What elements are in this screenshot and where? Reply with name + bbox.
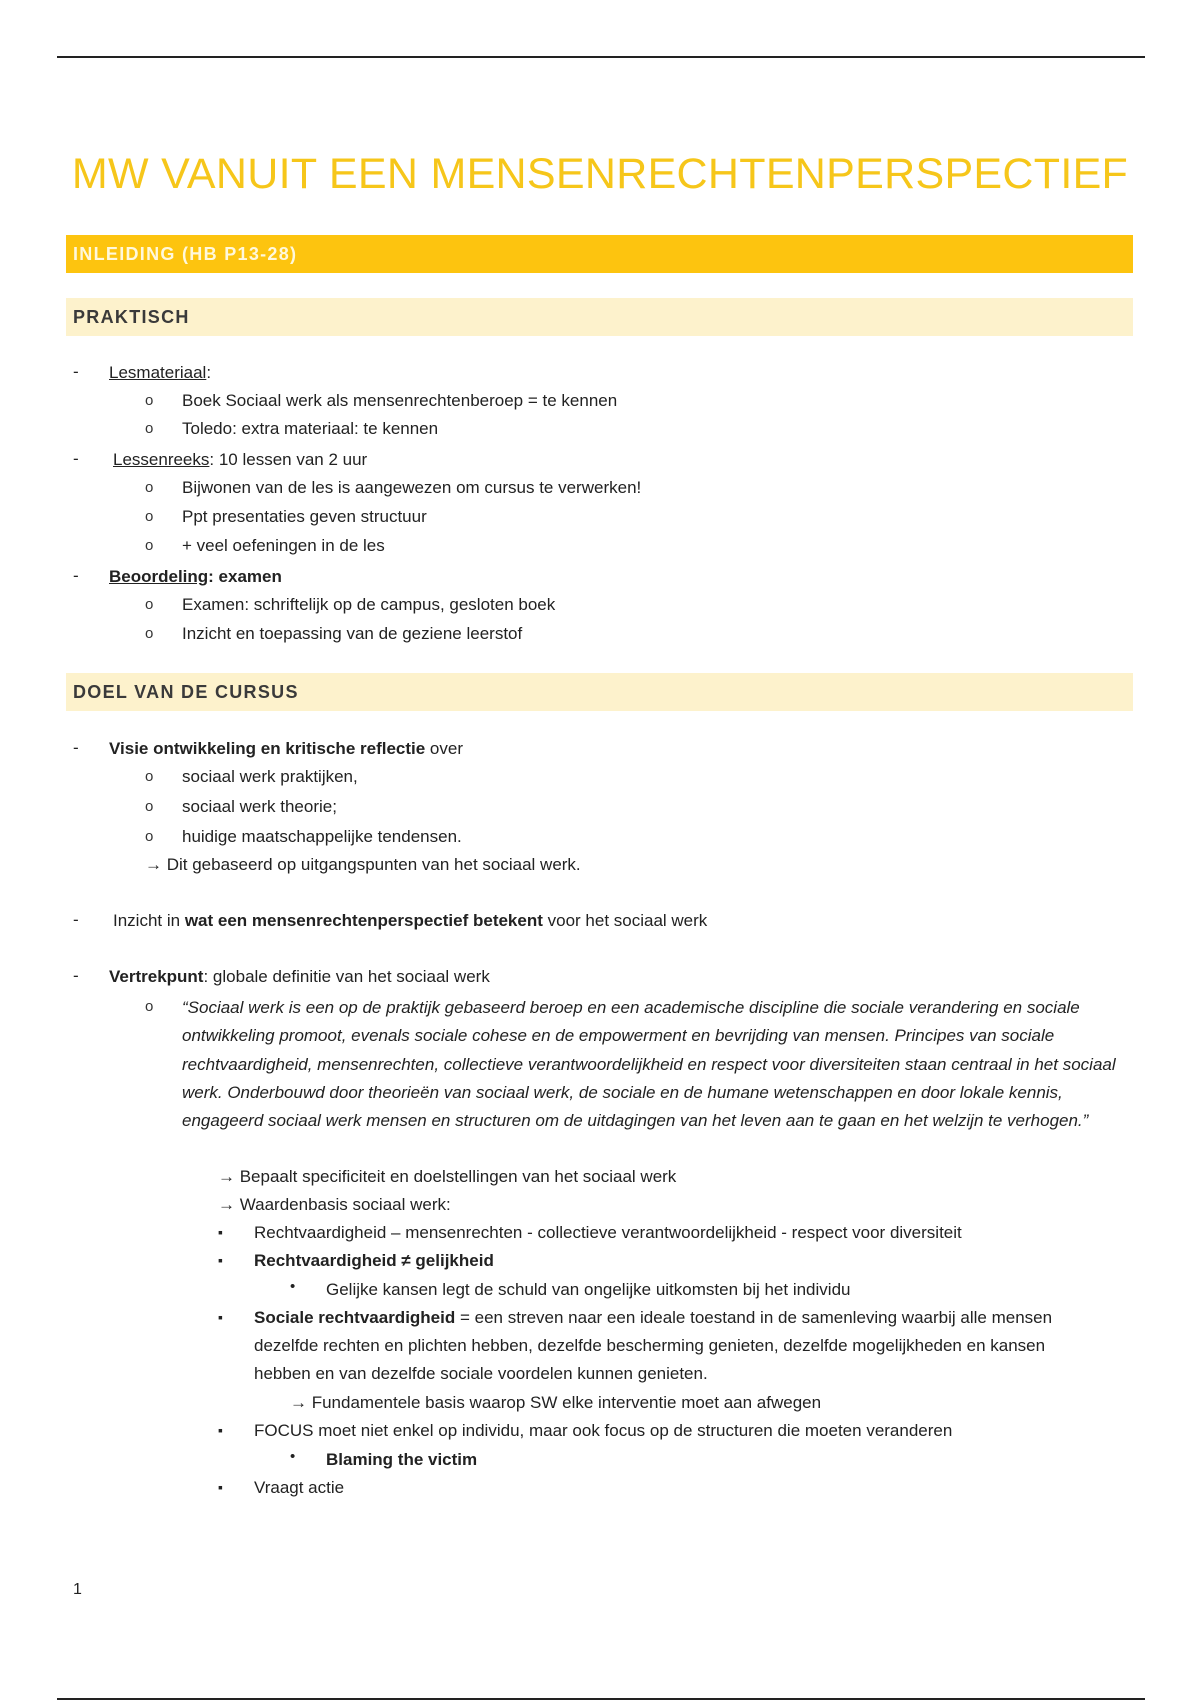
list-item: + veel oefeningen in de les bbox=[182, 536, 385, 555]
document-title: MW VANUIT EEN MENSENRECHTENPERSPECTIEF bbox=[71, 150, 1129, 198]
visie-rest: over bbox=[425, 739, 463, 758]
list-item: Blaming the victim bbox=[326, 1450, 478, 1469]
dot-bullet: • bbox=[290, 1448, 296, 1465]
page-number: 1 bbox=[73, 1581, 82, 1598]
square-bullet: ▪ bbox=[218, 1422, 223, 1438]
dash-bullet: - bbox=[73, 362, 79, 381]
square-bullet: ▪ bbox=[218, 1479, 223, 1495]
circle-bullet: o bbox=[145, 420, 154, 437]
list-item-continued: hebben en van dezelfde sociale voordelen kunnen genieten. bbox=[254, 1364, 708, 1383]
circle-bullet: o bbox=[145, 537, 154, 554]
square-bullet: ▪ bbox=[218, 1309, 223, 1325]
lessenreeks-rest: : 10 lessen van 2 uur bbox=[209, 450, 368, 469]
lessenreeks-label: Lessenreeks bbox=[113, 450, 210, 469]
vertrekpunt-bold: Vertrekpunt bbox=[109, 967, 204, 986]
subheading-doel: DOEL VAN DE CURSUS bbox=[66, 673, 1133, 711]
circle-bullet: o bbox=[145, 768, 154, 785]
sociale-rechtvaardigheid-rest: = een streven naar een ideale toestand in de samenleving waarbij alle mensen bbox=[455, 1308, 1053, 1327]
lesmateriaal-colon: : bbox=[206, 363, 212, 382]
subheading-praktisch: PRAKTISCH bbox=[66, 298, 1133, 336]
beoordeling-rest: : examen bbox=[208, 567, 282, 586]
vertrekpunt-line bbox=[109, 966, 490, 988]
lesmateriaal-label: Lesmateriaal bbox=[109, 363, 207, 382]
lesmateriaal-line bbox=[109, 362, 211, 384]
dash-bullet: - bbox=[73, 966, 79, 985]
square-bullet: ▪ bbox=[218, 1252, 223, 1268]
dash-bullet: - bbox=[73, 738, 79, 757]
vertrekpunt-rest: : globale definitie van het sociaal werk bbox=[203, 967, 490, 986]
list-item: Examen: schriftelijk op de campus, gesloten boek bbox=[182, 595, 556, 614]
circle-bullet: o bbox=[145, 596, 154, 613]
heading-inleiding: INLEIDING (HB P13-28) bbox=[66, 235, 1133, 273]
list-item: FOCUS moet niet enkel op individu, maar ook focus op de structuren die moeten veranderen bbox=[254, 1421, 953, 1440]
inzicht-line bbox=[113, 910, 707, 932]
list-item: Rechtvaardigheid ≠ gelijkheid bbox=[254, 1251, 494, 1270]
arrow-line: → Fundamentele basis waarop SW elke interventie moet aan afwegen bbox=[290, 1393, 822, 1412]
list-item: Boek Sociaal werk als mensenrechtenberoep = te kennen bbox=[182, 391, 618, 410]
dot-bullet: • bbox=[290, 1278, 296, 1295]
list-item: huidige maatschappelijke tendensen. bbox=[182, 827, 462, 846]
sociale-rechtvaardigheid-bold: Sociale rechtvaardigheid bbox=[254, 1308, 456, 1327]
definition-quote: “Sociaal werk is een op de praktijk gebaseerd beroep en een academische discipline die sociale verandering en sociale ontwikkeling promoot, evenals sociale cohese en de empowerment en bevrijding van mensen. Principes van sociale rechtvaardigheid, mensenrechten, collectieve verantwoordelijkheid en respect voor diversiteiten staan centraal in het sociaal werk. Onderbouwd door theorieën van sociaal werk, de sociale en de humane wetenschappen en door lokale kennis, engageerd sociaal werk mensen en structuren om de uitdagingen van het leven aan te gaan en het welzijn te verhogen.” bbox=[182, 998, 1116, 1131]
list-item: Ppt presentaties geven structuur bbox=[182, 507, 427, 526]
square-bullet: ▪ bbox=[218, 1224, 223, 1240]
circle-bullet: o bbox=[145, 392, 154, 409]
list-item: Toledo: extra materiaal: te kennen bbox=[182, 419, 439, 438]
arrow-line: → Bepaalt specificiteit en doelstellingen van het sociaal werk bbox=[218, 1167, 677, 1186]
visie-bold: Visie ontwikkeling en kritische reflectie bbox=[109, 739, 426, 758]
dash-bullet: - bbox=[73, 449, 79, 468]
dash-bullet: - bbox=[73, 910, 79, 929]
circle-bullet: o bbox=[145, 625, 154, 642]
list-item: Inzicht en toepassing van de geziene leerstof bbox=[182, 624, 523, 643]
inzicht-bold: wat een mensenrechtenperspectief betekent bbox=[184, 911, 543, 930]
circle-bullet: o bbox=[145, 828, 154, 845]
list-item: Vraagt actie bbox=[254, 1478, 345, 1497]
sociale-rechtvaardigheid-line bbox=[254, 1307, 1052, 1329]
inzicht-pre: Inzicht in bbox=[113, 911, 185, 930]
header-rule bbox=[57, 56, 1145, 58]
list-item: Gelijke kansen legt de schuld van ongelijke uitkomsten bij het individu bbox=[326, 1280, 851, 1299]
list-item: sociaal werk praktijken, bbox=[182, 767, 358, 786]
beoordeling-label: Beoordeling bbox=[109, 567, 209, 586]
arrow-line: → Waardenbasis sociaal werk: bbox=[218, 1195, 451, 1214]
dash-bullet: - bbox=[73, 566, 79, 585]
list-item: Bijwonen van de les is aangewezen om cursus te verwerken! bbox=[182, 478, 642, 497]
lessenreeks-line bbox=[113, 449, 367, 471]
visie-line bbox=[109, 738, 463, 760]
circle-bullet: o bbox=[145, 508, 154, 525]
circle-bullet: o bbox=[145, 798, 154, 815]
circle-bullet: o bbox=[145, 479, 154, 496]
list-item: sociaal werk theorie; bbox=[182, 797, 337, 816]
beoordeling-line bbox=[109, 566, 282, 588]
inzicht-post: voor het sociaal werk bbox=[542, 911, 708, 930]
visie-arrow-line: → Dit gebaseerd op uitgangspunten van het sociaal werk. bbox=[145, 855, 581, 874]
list-item: Rechtvaardigheid – mensenrechten - collectieve verantwoordelijkheid - respect voor diversiteit bbox=[254, 1223, 962, 1242]
list-item-continued: dezelfde rechten en plichten hebben, dezelfde bescherming genieten, dezelfde mogelijkheden en kansen bbox=[254, 1336, 1046, 1355]
circle-bullet: o bbox=[145, 998, 154, 1015]
